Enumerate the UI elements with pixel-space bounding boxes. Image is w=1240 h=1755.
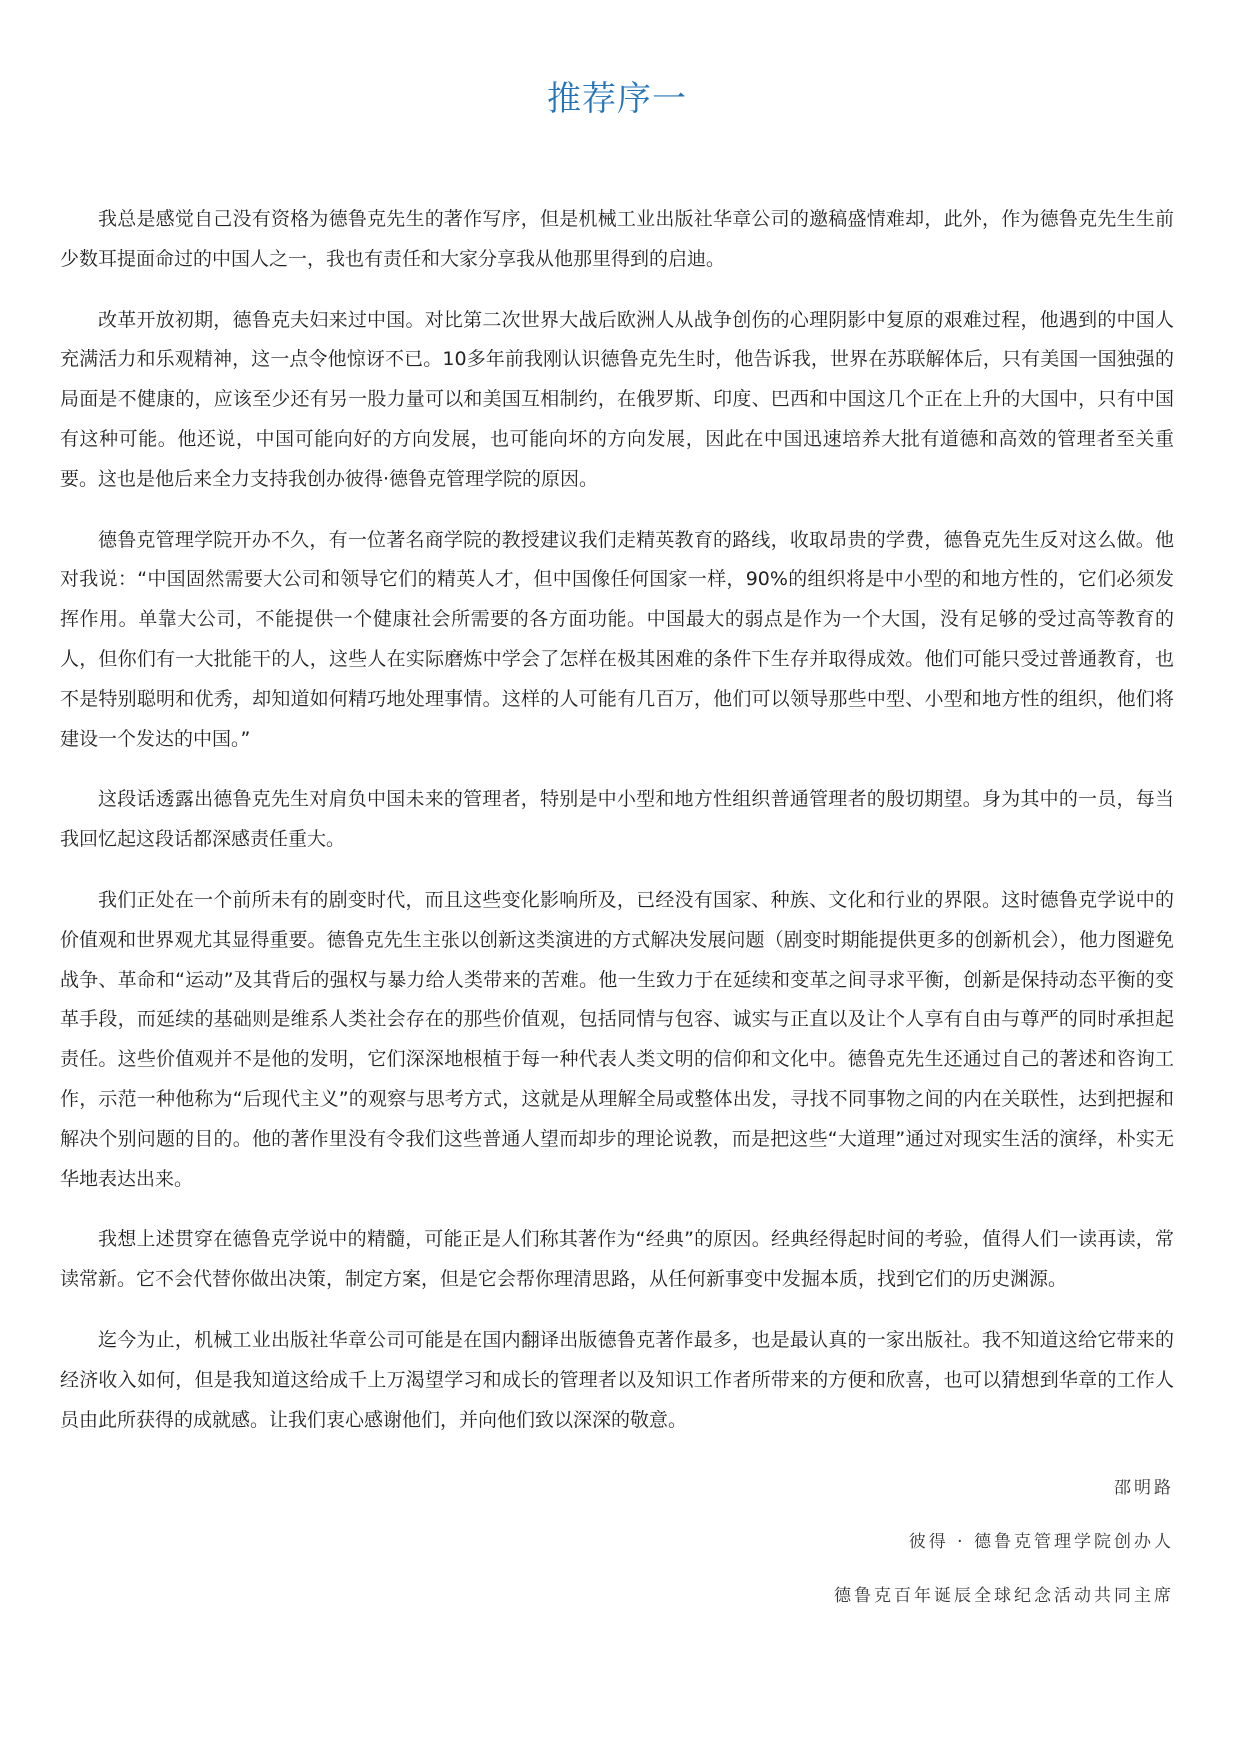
paragraph: 我总是感觉自己没有资格为德鲁克先生的著作写序，但是机械工业出版社华章公司的邀稿盛情难却，此外，作为德鲁克先生生前少数耳提面命过的中国人之一，我也有责任和大家分享我从他那里得到的启迪。 [60,208,1174,270]
paragraph: 改革开放初期，德鲁克夫妇来过中国。对比第二次世界大战后欧洲人从战争创伤的心理阴影中复原的艰难过程，他遇到的中国人充满活力和乐观精神，这一点令他惊讶不已。10多年前我刚认识德鲁克先生时，他告诉我，世界在苏联解体后，只有美国一国独强的局面是不健康的，应该至少还有另一股力量可以和美国互相制约，在俄罗斯、印度、巴西和中国这几个正在上升的大国中，只有中国有这种可能。他还说，中国可能向好的方向发展，也可能向坏的方向发展，因此在中国迅速培养大批有道德和高效的管理者至关重要。这也是他后来全力支持我创办彼得·德鲁克管理学院的原因。 [60,308,1174,490]
signature-role: 彼得 · 德鲁克管理学院创办人 [908,1532,1174,1553]
signature-position: 德鲁克百年诞辰全球纪念活动共同主席 [834,1586,1174,1607]
signature-name: 邵明路 [1114,1478,1174,1499]
paragraph: 迄今为止，机械工业出版社华章公司可能是在国内翻译出版德鲁克著作最多，也是最认真的一家出版社。我不知道这给它带来的经济收入如何，但是我知道这给成千上万渴望学习和成长的管理者以及知识工作者所带来的方便和欣喜，也可以猜想到华章的工作人员由此所获得的成就感。让我们衷心感谢他们，并向他们致以深深的敬意。 [60,1328,1174,1431]
page-title: 推荐序一 [547,79,687,119]
paragraph: 我想上述贯穿在德鲁克学说中的精髓，可能正是人们称其著作为“经典”的原因。经典经得起时间的考验，值得人们一读再读，常读常新。它不会代替你做出决策，制定方案，但是它会帮你理清思路，从任何新事变中发掘本质，找到它们的历史渊源。 [60,1228,1174,1291]
paragraph: 德鲁克管理学院开办不久，有一位著名商学院的教授建议我们走精英教育的路线，收取昂贵的学费，德鲁克先生反对这么做。他对我说：“中国固然需要大公司和领导它们的精英人才，但中国像任何国家一样，90%的组织将是中小型的和地方性的，它们必须发挥作用。单靠大公司，不能提供一个健康社会所需要的各方面功能。中国最大的弱点是作为一个大国，没有足够的受过高等教育的人，但你们有一大批能干的人，这些人在实际磨炼中学会了怎样在极其困难的条件下生存并取得成效。他们可能只受过普通教育，也不是特别聪明和优秀，却知道如何精巧地处理事情。这样的人可能有几百万，他们可以领导那些中型、小型和地方性的组织，他们将建设一个发达的中国。” [60,528,1174,750]
signature-block [60,1461,1174,1623]
paragraph: 我们正处在一个前所未有的剧变时代，而且这些变化影响所及，已经没有国家、种族、文化和行业的界限。这时德鲁克学说中的价值观和世界观尤其显得重要。德鲁克先生主张以创新这类演进的方式解决发展问题（剧变时期能提供更多的创新机会），他力图避免战争、革命和“运动”及其背后的强权与暴力给人类带来的苦难。他一生致力于在延续和变革之间寻求平衡，创新是保持动态平衡的变革手段，而延续的基础则是维系人类社会存在的那些价值观，包括同情与包容、诚实与正直以及让个人享有自由与尊严的同时承担起责任。这些价值观并不是他的发明，它们深深地根植于每一种代表人类文明的信仰和文化中。德鲁克先生还通过自己的著述和咨询工作，示范一种他称为“后现代主义”的观察与思考方式，这就是从理解全局或整体出发，寻找不同事物之间的内在关联性，达到把握和解决个别问题的目的。他的著作里没有令我们这些普通人望而却步的理论说教，而是把这些“大道理”通过对现实生活的演绎，朴实无华地表达出来。 [60,888,1174,1190]
preface-body [60,200,1174,1440]
paragraph: 这段话透露出德鲁克先生对肩负中国未来的管理者，特别是中小型和地方性组织普通管理者的殷切期望。身为其中的一员，每当我回忆起这段话都深感责任重大。 [60,788,1174,851]
